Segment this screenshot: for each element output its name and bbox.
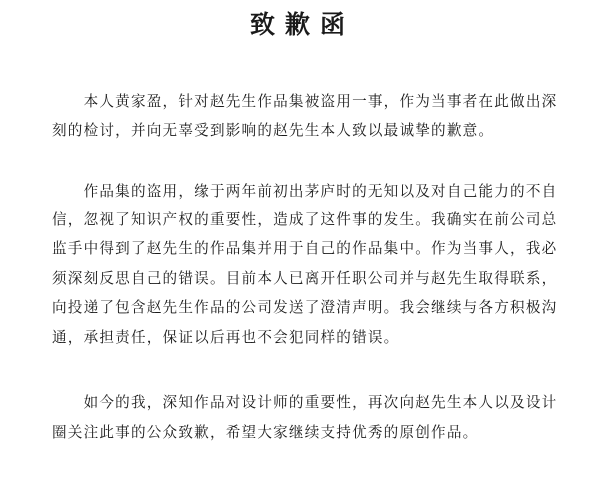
paragraph-line: 须深刻反思自己的错误。目前本人已离开任职公司并与赵先生取得联系， bbox=[52, 270, 558, 287]
paragraph-line: 刻的检讨，并向无辜受到影响的赵先生本人致以最诚挚的歉意。 bbox=[52, 122, 495, 139]
paragraph-line: 信，忽视了知识产权的重要性，造成了这件事的发生。我确实在前公司总 bbox=[52, 211, 558, 228]
paragraph-line: 圈关注此事的公众致歉，希望大家继续支持优秀的原创作品。 bbox=[52, 424, 479, 441]
paragraph-line: 作品集的盗用，缘于两年前初出茅庐时的无知以及对自己能力的不自 bbox=[52, 183, 558, 200]
paragraph-line: 监手中得到了赵先生的作品集并用于自己的作品集中。作为当事人，我必 bbox=[52, 240, 558, 257]
paragraph-line: 本人黄家盈，针对赵先生作品集被盗用一事，作为当事者在此做出深 bbox=[52, 93, 558, 110]
paragraph-line: 向投递了包含赵先生作品的公司发送了澄清声明。我会继续与各方积极沟 bbox=[52, 299, 558, 316]
paragraph-line: 如今的我，深知作品对设计师的重要性，再次向赵先生本人以及设计 bbox=[52, 394, 558, 411]
paragraph-line: 通，承担责任，保证以后再也不会犯同样的错误。 bbox=[52, 329, 400, 346]
letter-title: 致歉函 bbox=[249, 10, 355, 39]
